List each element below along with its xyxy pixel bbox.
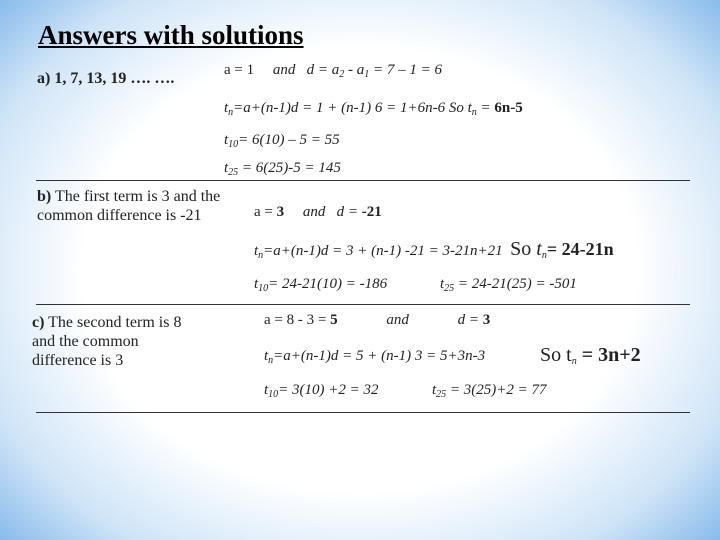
part-c-line1: a = 8 - 3 = 5 and d = 3 bbox=[264, 312, 491, 328]
part-b-line3: $t_{10}= 24-21(10) = -186$ bbox=[254, 276, 388, 294]
divider-b bbox=[36, 304, 690, 305]
part-c-line3: $t_{10}= 3(10) +2 = 32$ bbox=[264, 382, 379, 400]
divider-a bbox=[36, 180, 690, 181]
part-b-line4: $t_{25} = 24-21(25) = -501$ bbox=[440, 276, 577, 294]
part-b-label: b) The first term is 3 and the common difference is -21 bbox=[37, 188, 221, 224]
part-a-line3: $t_{10}= 6(10) - 5 = 55$ bbox=[224, 132, 340, 150]
part-a-line4: $t_{25} = 6(25)-5 = 145$ bbox=[224, 160, 341, 178]
part-c-label: c) The second term is 8 and the common difference is 3 bbox=[32, 314, 182, 369]
part-b-line2: $t_n=a+(n-1)d = 3 + (n-1) -21 = 3-21n+21$ So $t_n= 24-21n$ bbox=[254, 238, 614, 261]
part-c-answer: So $t_n = 3n+2$ bbox=[540, 344, 641, 367]
part-a-line2: $t_n=a+(n-1)d = 1 + (n-1) 6 = 1+6n-6$ So $t_n = 6n-5$ bbox=[224, 100, 523, 118]
part-c-line4: $t_{25} = 3(25)+2 = 77$ bbox=[432, 382, 547, 400]
part-a-line1: a = 1 and $d = a_2 - a_1 = 7 - 1 = 6$ bbox=[224, 62, 442, 80]
part-c-line2: $t_n=a+(n-1)d = 5 + (n-1) 3 = 5+3n-3$ bbox=[264, 348, 486, 366]
part-a-label: a) 1, 7, 13, 19 …. …. bbox=[37, 70, 175, 87]
divider-c bbox=[36, 412, 690, 413]
page-title: Answers with solutions bbox=[38, 20, 304, 50]
part-b-line1: a = 3 and d = -21 bbox=[254, 204, 382, 220]
